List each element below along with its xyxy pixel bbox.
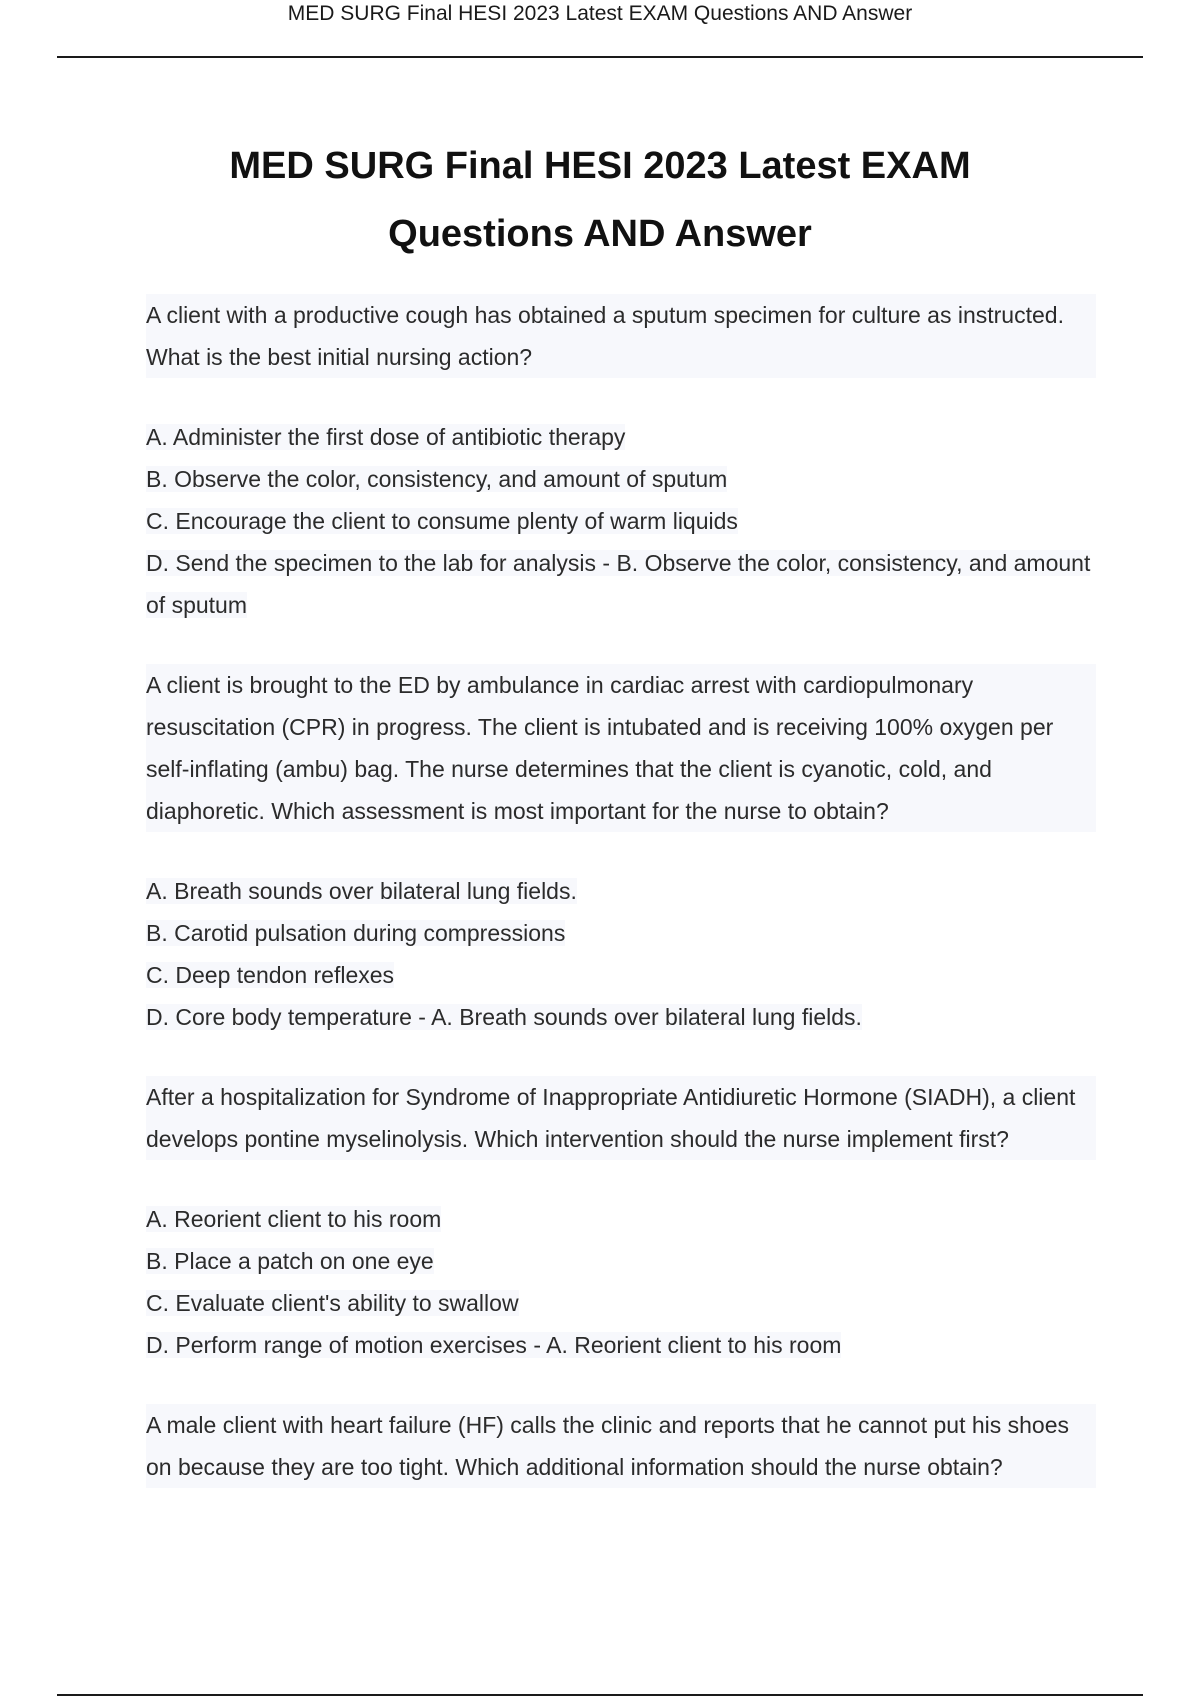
- answer-option-text: C. Encourage the client to consume plenty of warm liquids: [146, 508, 738, 534]
- document-title-line-1: MED SURG Final HESI 2023 Latest EXAM: [229, 145, 971, 187]
- question-text: A client is brought to the ED by ambulance in cardiac arrest with cardiopulmonary resuscitation (CPR) in progress. The client is intubated and is receiving 100% oxygen per self-inflating (ambu) bag. The nurse determines that the client is cyanotic, cold, and diaphoretic. Which assessment is most important for the nurse to obtain?: [146, 664, 1096, 832]
- answer-option: [146, 416, 1096, 458]
- answer-option: [146, 912, 1096, 954]
- answer-option-text: C. Deep tendon reflexes: [146, 962, 395, 988]
- question-text: A male client with heart failure (HF) calls the clinic and reports that he cannot put his shoes on because they are too tight. Which additional information should the nurse obtain?: [146, 1404, 1096, 1488]
- answer-option-text: B. Carotid pulsation during compressions: [146, 920, 566, 946]
- answer-option-text: D. Core body temperature - A. Breath sounds over bilateral lung fields.: [146, 1004, 862, 1030]
- answer-option-text: B. Observe the color, consistency, and amount of sputum: [146, 466, 728, 492]
- running-header: MED SURG Final HESI 2023 Latest EXAM Questions AND Answer: [287, 2, 913, 25]
- answer-option: [146, 1324, 1096, 1366]
- question-text: A client with a productive cough has obtained a sputum specimen for culture as instructed. What is the best initial nursing action?: [146, 294, 1096, 378]
- answer-options: [146, 1198, 1096, 1366]
- document-title: [100, 132, 1100, 268]
- answer-option: [146, 870, 1096, 912]
- answer-option-text: A. Breath sounds over bilateral lung fields.: [146, 878, 577, 904]
- questions-content: [146, 294, 1096, 1488]
- answer-option: [146, 458, 1096, 500]
- answer-option: [146, 542, 1096, 626]
- header-divider: [57, 56, 1143, 58]
- footer-divider: [57, 1694, 1143, 1696]
- answer-option-text: C. Evaluate client's ability to swallow: [146, 1290, 519, 1316]
- answer-option-text: D. Perform range of motion exercises - A. Reorient client to his room: [146, 1332, 842, 1358]
- answer-option: [146, 996, 1096, 1038]
- answer-option: [146, 954, 1096, 996]
- answer-option: [146, 1198, 1096, 1240]
- answer-option-text: D. Send the specimen to the lab for analysis - B. Observe the color, consistency, and amount of sputum: [146, 550, 1091, 618]
- answer-option-text: A. Administer the first dose of antibiotic therapy: [146, 424, 626, 450]
- answer-options: [146, 416, 1096, 626]
- answer-option: [146, 500, 1096, 542]
- answer-options: [146, 870, 1096, 1038]
- answer-option: [146, 1282, 1096, 1324]
- answer-option-text: A. Reorient client to his room: [146, 1206, 442, 1232]
- answer-option: [146, 1240, 1096, 1282]
- question-text: After a hospitalization for Syndrome of Inappropriate Antidiuretic Hormone (SIADH), a client develops pontine myselinolysis. Which intervention should the nurse implement first?: [146, 1076, 1096, 1160]
- document-title-line-2: Questions AND Answer: [388, 213, 812, 255]
- answer-option-text: B. Place a patch on one eye: [146, 1248, 434, 1274]
